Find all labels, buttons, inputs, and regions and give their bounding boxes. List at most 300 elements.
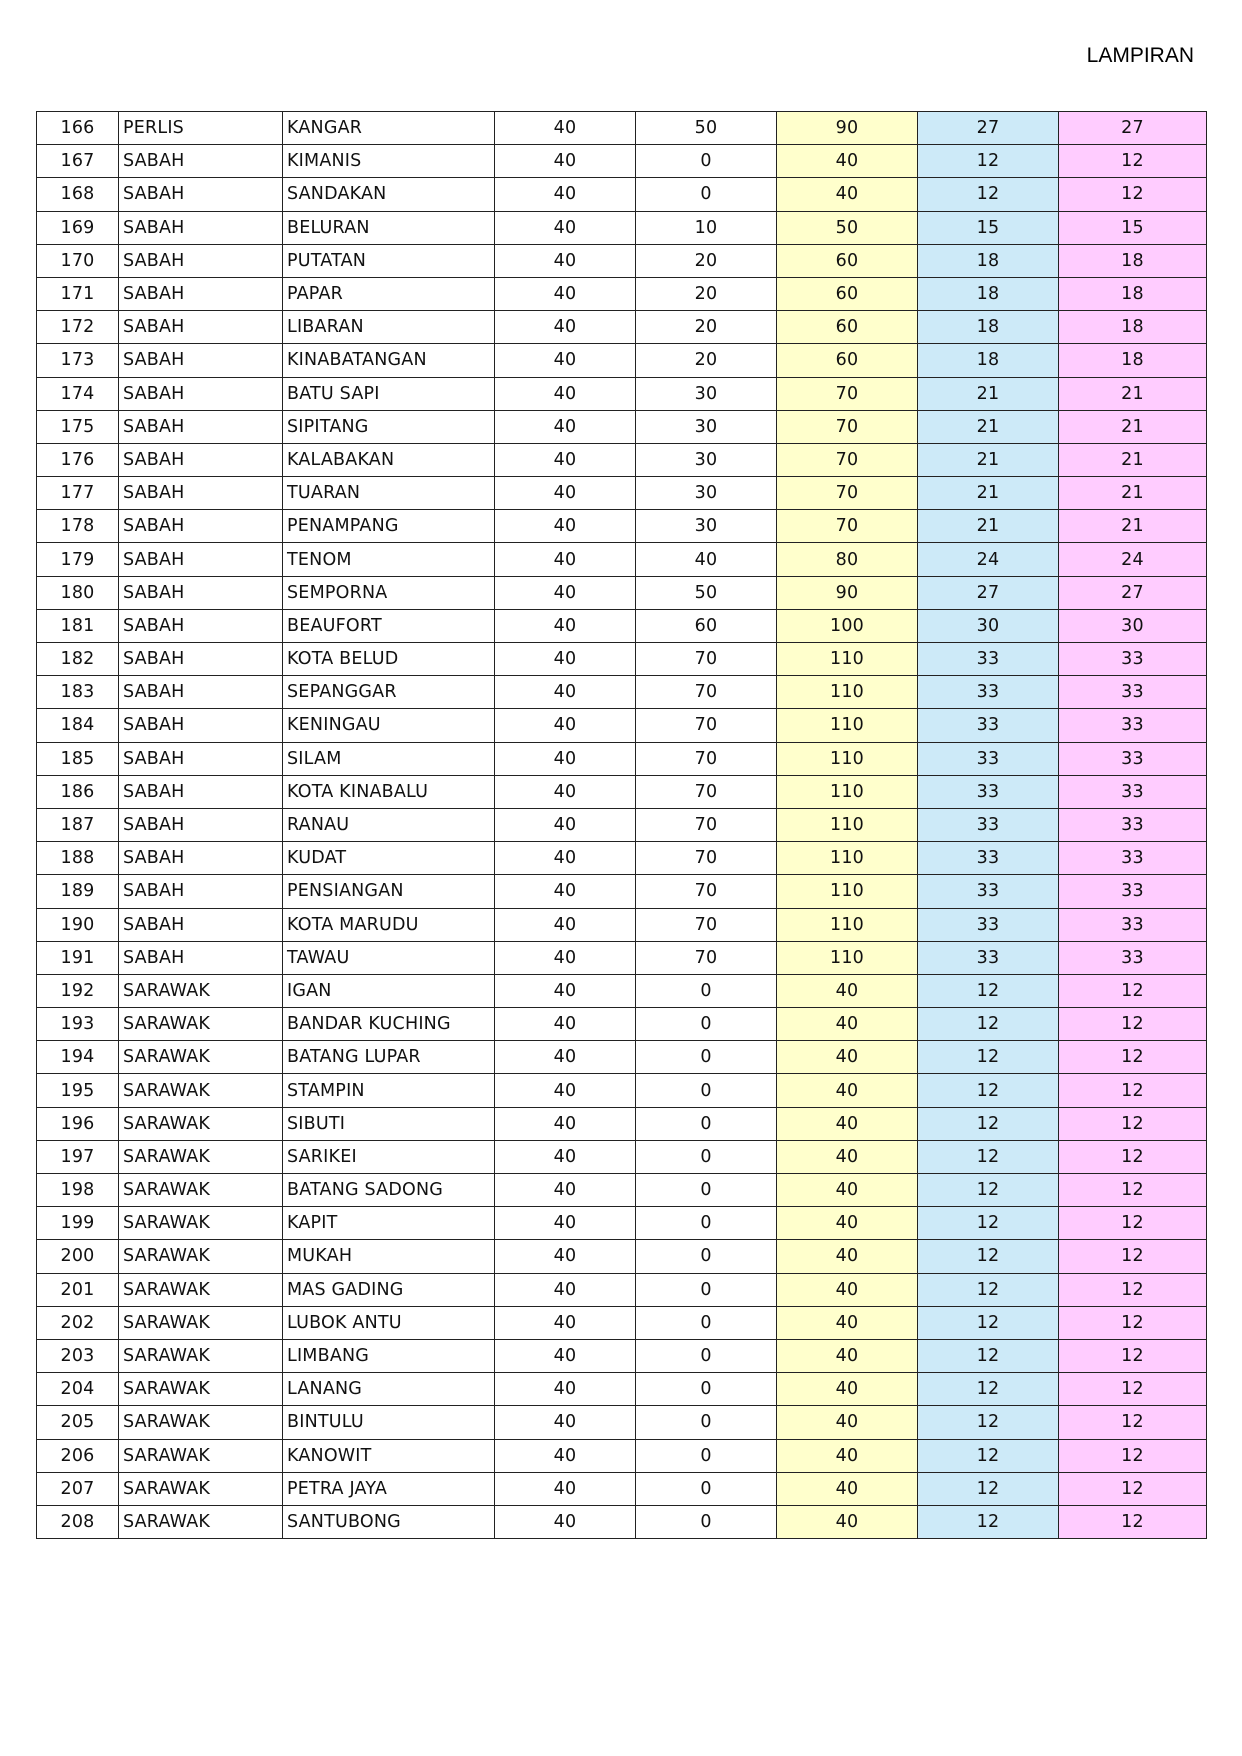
area-cell: BATU SAPI [283, 377, 495, 410]
value-cell-c: 12 [918, 1406, 1059, 1439]
state-cell: SABAH [119, 244, 283, 277]
table-row [37, 1174, 1207, 1207]
table-row [37, 510, 1207, 543]
value-cell-b: 30 [636, 410, 777, 443]
area-cell: KENINGAU [283, 709, 495, 742]
total-cell: 40 [777, 1107, 918, 1140]
value-cell-b: 0 [636, 1174, 777, 1207]
row-number-cell: 206 [37, 1439, 119, 1472]
area-cell: PENAMPANG [283, 510, 495, 543]
value-cell-d: 12 [1059, 1439, 1207, 1472]
value-cell-c: 33 [918, 775, 1059, 808]
value-cell-a: 40 [495, 1008, 636, 1041]
value-cell-a: 40 [495, 1207, 636, 1240]
table-row [37, 875, 1207, 908]
area-cell: RANAU [283, 808, 495, 841]
total-cell: 40 [777, 178, 918, 211]
state-cell: SABAH [119, 311, 283, 344]
total-cell: 40 [777, 1406, 918, 1439]
value-cell-a: 40 [495, 145, 636, 178]
row-number-cell: 190 [37, 908, 119, 941]
value-cell-a: 40 [495, 974, 636, 1007]
row-number-cell: 201 [37, 1273, 119, 1306]
value-cell-b: 70 [636, 808, 777, 841]
value-cell-c: 12 [918, 1439, 1059, 1472]
value-cell-a: 40 [495, 875, 636, 908]
value-cell-d: 12 [1059, 1339, 1207, 1372]
value-cell-d: 12 [1059, 1207, 1207, 1240]
area-cell: KOTA BELUD [283, 643, 495, 676]
value-cell-c: 12 [918, 1008, 1059, 1041]
value-cell-c: 12 [918, 1306, 1059, 1339]
value-cell-c: 12 [918, 1107, 1059, 1140]
value-cell-a: 40 [495, 543, 636, 576]
value-cell-d: 15 [1059, 211, 1207, 244]
total-cell: 110 [777, 742, 918, 775]
area-cell: SEPANGGAR [283, 676, 495, 709]
area-cell: MAS GADING [283, 1273, 495, 1306]
value-cell-b: 20 [636, 344, 777, 377]
area-cell: BANDAR KUCHING [283, 1008, 495, 1041]
value-cell-c: 12 [918, 1041, 1059, 1074]
value-cell-a: 40 [495, 808, 636, 841]
state-cell: SABAH [119, 941, 283, 974]
state-cell: SABAH [119, 510, 283, 543]
value-cell-a: 40 [495, 1472, 636, 1505]
value-cell-a: 40 [495, 244, 636, 277]
state-cell: SABAH [119, 808, 283, 841]
state-cell: SARAWAK [119, 1439, 283, 1472]
table-row [37, 908, 1207, 941]
table-row [37, 277, 1207, 310]
row-number-cell: 176 [37, 443, 119, 476]
total-cell: 40 [777, 1273, 918, 1306]
value-cell-b: 60 [636, 609, 777, 642]
total-cell: 110 [777, 709, 918, 742]
value-cell-d: 33 [1059, 775, 1207, 808]
row-number-cell: 188 [37, 842, 119, 875]
value-cell-c: 33 [918, 908, 1059, 941]
area-cell: SEMPORNA [283, 576, 495, 609]
value-cell-b: 70 [636, 709, 777, 742]
table-row [37, 443, 1207, 476]
value-cell-d: 12 [1059, 1174, 1207, 1207]
state-cell: PERLIS [119, 112, 283, 145]
state-cell: SARAWAK [119, 1207, 283, 1240]
value-cell-a: 40 [495, 311, 636, 344]
value-cell-c: 33 [918, 643, 1059, 676]
table-row [37, 1439, 1207, 1472]
total-cell: 110 [777, 941, 918, 974]
table-row [37, 1373, 1207, 1406]
value-cell-c: 12 [918, 1174, 1059, 1207]
row-number-cell: 172 [37, 311, 119, 344]
state-cell: SARAWAK [119, 1008, 283, 1041]
table-row [37, 1472, 1207, 1505]
value-cell-c: 18 [918, 311, 1059, 344]
value-cell-d: 21 [1059, 410, 1207, 443]
row-number-cell: 207 [37, 1472, 119, 1505]
state-cell: SABAH [119, 775, 283, 808]
value-cell-c: 12 [918, 1505, 1059, 1538]
total-cell: 70 [777, 443, 918, 476]
table-row [37, 1074, 1207, 1107]
table-row [37, 410, 1207, 443]
value-cell-b: 30 [636, 477, 777, 510]
area-cell: KALABAKAN [283, 443, 495, 476]
value-cell-d: 21 [1059, 477, 1207, 510]
total-cell: 60 [777, 277, 918, 310]
value-cell-c: 12 [918, 1140, 1059, 1173]
state-cell: SARAWAK [119, 1373, 283, 1406]
value-cell-b: 0 [636, 1240, 777, 1273]
area-cell: STAMPIN [283, 1074, 495, 1107]
row-number-cell: 168 [37, 178, 119, 211]
value-cell-a: 40 [495, 1074, 636, 1107]
value-cell-b: 20 [636, 244, 777, 277]
area-cell: SARIKEI [283, 1140, 495, 1173]
state-cell: SARAWAK [119, 1339, 283, 1372]
total-cell: 40 [777, 1207, 918, 1240]
row-number-cell: 187 [37, 808, 119, 841]
value-cell-b: 70 [636, 676, 777, 709]
row-number-cell: 174 [37, 377, 119, 410]
value-cell-c: 12 [918, 1339, 1059, 1372]
row-number-cell: 194 [37, 1041, 119, 1074]
value-cell-c: 15 [918, 211, 1059, 244]
value-cell-d: 12 [1059, 145, 1207, 178]
total-cell: 110 [777, 808, 918, 841]
state-cell: SARAWAK [119, 1306, 283, 1339]
value-cell-c: 18 [918, 244, 1059, 277]
total-cell: 110 [777, 908, 918, 941]
total-cell: 70 [777, 410, 918, 443]
row-number-cell: 178 [37, 510, 119, 543]
value-cell-a: 40 [495, 908, 636, 941]
state-cell: SABAH [119, 742, 283, 775]
table-row [37, 543, 1207, 576]
value-cell-d: 33 [1059, 908, 1207, 941]
value-cell-a: 40 [495, 112, 636, 145]
row-number-cell: 170 [37, 244, 119, 277]
state-cell: SABAH [119, 709, 283, 742]
table-row [37, 609, 1207, 642]
row-number-cell: 182 [37, 643, 119, 676]
value-cell-b: 0 [636, 1107, 777, 1140]
page-label: LAMPIRAN [1086, 44, 1194, 67]
value-cell-a: 40 [495, 775, 636, 808]
state-cell: SABAH [119, 443, 283, 476]
total-cell: 40 [777, 1439, 918, 1472]
value-cell-a: 40 [495, 1373, 636, 1406]
value-cell-b: 0 [636, 145, 777, 178]
row-number-cell: 166 [37, 112, 119, 145]
value-cell-d: 33 [1059, 676, 1207, 709]
value-cell-d: 12 [1059, 1505, 1207, 1538]
value-cell-b: 30 [636, 510, 777, 543]
table-row [37, 1041, 1207, 1074]
value-cell-b: 70 [636, 842, 777, 875]
value-cell-a: 40 [495, 742, 636, 775]
total-cell: 110 [777, 676, 918, 709]
value-cell-d: 12 [1059, 1472, 1207, 1505]
row-number-cell: 183 [37, 676, 119, 709]
area-cell: IGAN [283, 974, 495, 1007]
value-cell-d: 12 [1059, 1406, 1207, 1439]
value-cell-b: 0 [636, 1472, 777, 1505]
area-cell: PAPAR [283, 277, 495, 310]
area-cell: BATANG SADONG [283, 1174, 495, 1207]
value-cell-d: 18 [1059, 277, 1207, 310]
value-cell-c: 33 [918, 842, 1059, 875]
value-cell-d: 33 [1059, 808, 1207, 841]
table-row [37, 377, 1207, 410]
table-row [37, 477, 1207, 510]
row-number-cell: 185 [37, 742, 119, 775]
area-cell: BEAUFORT [283, 609, 495, 642]
table-row [37, 808, 1207, 841]
value-cell-d: 12 [1059, 1008, 1207, 1041]
value-cell-d: 18 [1059, 311, 1207, 344]
state-cell: SARAWAK [119, 1505, 283, 1538]
row-number-cell: 196 [37, 1107, 119, 1140]
value-cell-d: 27 [1059, 576, 1207, 609]
value-cell-d: 21 [1059, 377, 1207, 410]
state-cell: SARAWAK [119, 1041, 283, 1074]
value-cell-b: 0 [636, 1406, 777, 1439]
row-number-cell: 195 [37, 1074, 119, 1107]
table-row [37, 1406, 1207, 1439]
row-number-cell: 169 [37, 211, 119, 244]
row-number-cell: 191 [37, 941, 119, 974]
value-cell-c: 33 [918, 709, 1059, 742]
value-cell-a: 40 [495, 941, 636, 974]
value-cell-a: 40 [495, 643, 636, 676]
area-cell: SANDAKAN [283, 178, 495, 211]
state-cell: SARAWAK [119, 1472, 283, 1505]
value-cell-a: 40 [495, 842, 636, 875]
row-number-cell: 192 [37, 974, 119, 1007]
total-cell: 40 [777, 974, 918, 1007]
total-cell: 40 [777, 1140, 918, 1173]
total-cell: 50 [777, 211, 918, 244]
total-cell: 110 [777, 643, 918, 676]
area-cell: KUDAT [283, 842, 495, 875]
value-cell-d: 30 [1059, 609, 1207, 642]
table-row [37, 941, 1207, 974]
value-cell-a: 40 [495, 1505, 636, 1538]
value-cell-c: 12 [918, 1240, 1059, 1273]
area-cell: TAWAU [283, 941, 495, 974]
total-cell: 110 [777, 875, 918, 908]
value-cell-b: 70 [636, 775, 777, 808]
row-number-cell: 198 [37, 1174, 119, 1207]
area-cell: SIBUTI [283, 1107, 495, 1140]
value-cell-a: 40 [495, 344, 636, 377]
value-cell-b: 20 [636, 277, 777, 310]
area-cell: LIMBANG [283, 1339, 495, 1372]
total-cell: 40 [777, 1174, 918, 1207]
value-cell-c: 27 [918, 576, 1059, 609]
value-cell-c: 12 [918, 1207, 1059, 1240]
value-cell-c: 24 [918, 543, 1059, 576]
value-cell-a: 40 [495, 1240, 636, 1273]
row-number-cell: 208 [37, 1505, 119, 1538]
table-row [37, 311, 1207, 344]
row-number-cell: 186 [37, 775, 119, 808]
row-number-cell: 180 [37, 576, 119, 609]
row-number-cell: 171 [37, 277, 119, 310]
value-cell-d: 33 [1059, 875, 1207, 908]
table-row [37, 974, 1207, 1007]
area-cell: SIPITANG [283, 410, 495, 443]
value-cell-b: 70 [636, 643, 777, 676]
value-cell-c: 21 [918, 377, 1059, 410]
total-cell: 40 [777, 1472, 918, 1505]
row-number-cell: 181 [37, 609, 119, 642]
state-cell: SARAWAK [119, 1406, 283, 1439]
value-cell-a: 40 [495, 1306, 636, 1339]
table-row [37, 178, 1207, 211]
area-cell: PETRA JAYA [283, 1472, 495, 1505]
row-number-cell: 199 [37, 1207, 119, 1240]
value-cell-a: 40 [495, 178, 636, 211]
value-cell-d: 33 [1059, 709, 1207, 742]
state-cell: SABAH [119, 643, 283, 676]
area-cell: LANANG [283, 1373, 495, 1406]
value-cell-b: 0 [636, 1339, 777, 1372]
data-table [36, 111, 1207, 1539]
total-cell: 40 [777, 1008, 918, 1041]
value-cell-d: 12 [1059, 1240, 1207, 1273]
value-cell-d: 33 [1059, 742, 1207, 775]
state-cell: SABAH [119, 344, 283, 377]
value-cell-c: 21 [918, 510, 1059, 543]
area-cell: MUKAH [283, 1240, 495, 1273]
value-cell-b: 50 [636, 112, 777, 145]
value-cell-b: 50 [636, 576, 777, 609]
table-row [37, 1008, 1207, 1041]
value-cell-b: 0 [636, 1273, 777, 1306]
value-cell-c: 12 [918, 145, 1059, 178]
value-cell-c: 12 [918, 1373, 1059, 1406]
table-row [37, 1207, 1207, 1240]
state-cell: SABAH [119, 842, 283, 875]
value-cell-c: 12 [918, 1472, 1059, 1505]
total-cell: 40 [777, 1041, 918, 1074]
value-cell-b: 10 [636, 211, 777, 244]
area-cell: KAPIT [283, 1207, 495, 1240]
value-cell-b: 70 [636, 908, 777, 941]
row-number-cell: 173 [37, 344, 119, 377]
value-cell-d: 18 [1059, 344, 1207, 377]
total-cell: 40 [777, 1240, 918, 1273]
value-cell-a: 40 [495, 510, 636, 543]
area-cell: TENOM [283, 543, 495, 576]
value-cell-b: 0 [636, 1306, 777, 1339]
value-cell-d: 33 [1059, 643, 1207, 676]
value-cell-a: 40 [495, 277, 636, 310]
value-cell-b: 0 [636, 1008, 777, 1041]
row-number-cell: 189 [37, 875, 119, 908]
row-number-cell: 175 [37, 410, 119, 443]
value-cell-a: 40 [495, 1174, 636, 1207]
value-cell-b: 40 [636, 543, 777, 576]
total-cell: 40 [777, 145, 918, 178]
row-number-cell: 179 [37, 543, 119, 576]
value-cell-c: 33 [918, 875, 1059, 908]
value-cell-c: 21 [918, 410, 1059, 443]
area-cell: PUTATAN [283, 244, 495, 277]
value-cell-c: 33 [918, 742, 1059, 775]
total-cell: 60 [777, 344, 918, 377]
total-cell: 60 [777, 244, 918, 277]
total-cell: 70 [777, 377, 918, 410]
table-row [37, 643, 1207, 676]
value-cell-a: 40 [495, 1107, 636, 1140]
value-cell-a: 40 [495, 1439, 636, 1472]
area-cell: BATANG LUPAR [283, 1041, 495, 1074]
row-number-cell: 177 [37, 477, 119, 510]
state-cell: SARAWAK [119, 974, 283, 1007]
value-cell-d: 12 [1059, 1041, 1207, 1074]
table-row [37, 1306, 1207, 1339]
value-cell-d: 24 [1059, 543, 1207, 576]
value-cell-d: 21 [1059, 510, 1207, 543]
value-cell-b: 0 [636, 1140, 777, 1173]
total-cell: 40 [777, 1074, 918, 1107]
table-row [37, 211, 1207, 244]
value-cell-a: 40 [495, 709, 636, 742]
area-cell: KOTA KINABALU [283, 775, 495, 808]
value-cell-a: 40 [495, 609, 636, 642]
value-cell-a: 40 [495, 1406, 636, 1439]
table-row [37, 1140, 1207, 1173]
state-cell: SABAH [119, 576, 283, 609]
table-row [37, 1273, 1207, 1306]
row-number-cell: 197 [37, 1140, 119, 1173]
value-cell-a: 40 [495, 1273, 636, 1306]
total-cell: 110 [777, 775, 918, 808]
state-cell: SABAH [119, 908, 283, 941]
value-cell-b: 0 [636, 1439, 777, 1472]
value-cell-a: 40 [495, 477, 636, 510]
total-cell: 60 [777, 311, 918, 344]
value-cell-d: 21 [1059, 443, 1207, 476]
table-row [37, 112, 1207, 145]
value-cell-b: 0 [636, 178, 777, 211]
total-cell: 70 [777, 477, 918, 510]
total-cell: 100 [777, 609, 918, 642]
state-cell: SABAH [119, 543, 283, 576]
area-cell: SILAM [283, 742, 495, 775]
area-cell: PENSIANGAN [283, 875, 495, 908]
value-cell-c: 12 [918, 1074, 1059, 1107]
state-cell: SABAH [119, 609, 283, 642]
table-row [37, 1240, 1207, 1273]
state-cell: SABAH [119, 211, 283, 244]
row-number-cell: 193 [37, 1008, 119, 1041]
state-cell: SABAH [119, 477, 283, 510]
value-cell-b: 0 [636, 1505, 777, 1538]
state-cell: SARAWAK [119, 1107, 283, 1140]
value-cell-b: 30 [636, 377, 777, 410]
value-cell-c: 33 [918, 676, 1059, 709]
total-cell: 40 [777, 1339, 918, 1372]
table-row [37, 742, 1207, 775]
state-cell: SABAH [119, 676, 283, 709]
value-cell-b: 70 [636, 875, 777, 908]
